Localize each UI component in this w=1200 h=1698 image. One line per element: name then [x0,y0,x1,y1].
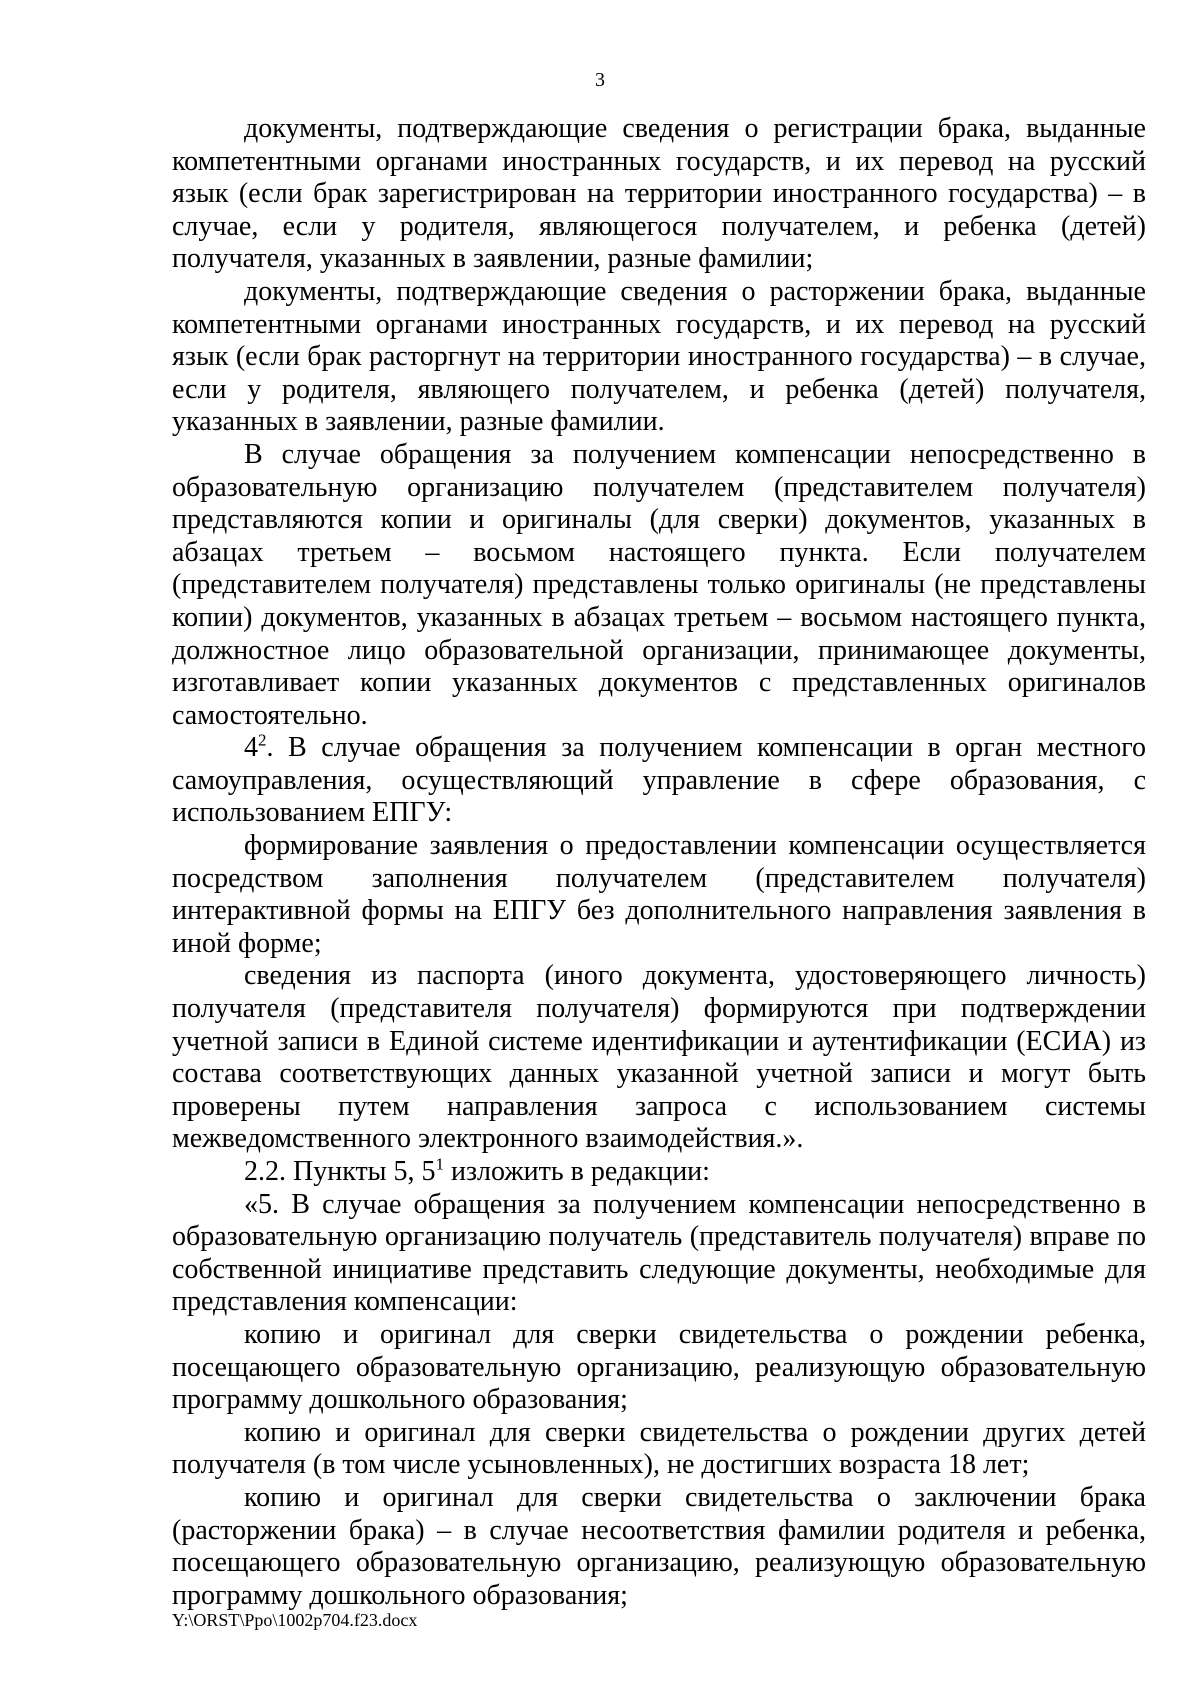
amendment-superscript: 1 [435,1154,444,1174]
amendment-lead: 2.2. Пункты 5, 5 [244,1156,436,1187]
paragraph-marriage-certificate: копию и оригинал для сверки свидетельства о заключении брака (расторжении брака) – в случае несоответствия фамилии родителя и ребенка, посещающего образовательную организацию, реализующую образовательную программу дошкольного образования; [172,1481,1146,1611]
paragraph-amendment-2-2 [172,1156,1146,1189]
page-number: 3 [595,69,605,91]
amendment-text: изложить в редакции: [444,1156,710,1187]
paragraph-birth-certificate-other-children: копию и оригинал для сверки свидетельства о рождении других детей получателя (в том числе усыновленных), не достигших возраста 18 лет; [172,1416,1146,1481]
clause-text: . В случае обращения за получением компенсации в орган местного самоуправления, осуществляющий управление в сфере образования, с использованием ЕПГУ: [172,732,1146,829]
paragraph-birth-certificate-child: копию и оригинал для сверки свидетельства о рождении ребенка, посещающего образовательную организацию, реализующую образовательную программу дошкольного образования; [172,1318,1146,1416]
document-body [172,113,1146,1612]
paragraph-marriage-registration-documents: документы, подтверждающие сведения о регистрации брака, выданные компетентными органами иностранных государств, и их перевод на русский язык (если брак зарегистрирован на территории иностранного государства) – в случае, если у родителя, являющегося получателем, и ребенка (детей) получателя, указанных в заявлении, разные фамилии; [172,113,1146,275]
paragraph-interactive-form: формирование заявления о предоставлении компенсации осуществляется посредством заполнения получателем (представителем получателя) интерактивной формы на ЕПГУ без дополнительного направления заявления в иной форме; [172,830,1146,959]
paragraph-clause-4-2 [172,732,1146,830]
paragraph-divorce-documents: документы, подтверждающие сведения о расторжении брака, выданные компетентными органами иностранных государств, и их перевод на русский язык (если брак расторгнут на территории иностранного государства) – в случае, если у родителя, являющего получателем, и ребенка (детей) получателя, указанных в заявлении, разные фамилии. [172,275,1146,438]
paragraph-clause-5: «5. В случае обращения за получением компенсации непосредственно в образовательную организацию получатель (представитель получателя) вправе по собственной инициативе представить следующие документы, необходимые для представления компенсации: [172,1188,1146,1318]
clause-superscript: 2 [258,730,267,750]
clause-number: 4 [244,732,258,764]
paragraph-direct-application-copies: В случае обращения за получением компенсации непосредственно в образовательную организацию получателем (представителем получателя) представляются копии и оригиналы (для сверки) документов, указанных в абзацах третьем – восьмом настоящего пункта. Если получателем (представителем получателя) представлены только оригиналы (не представлены копии) документов, указанных в абзацах третьем – восьмом настоящего пункта, должностное лицо образовательной организации, принимающее документы, изготавливает копии указанных документов с представленных оригиналов самостоятельно. [172,438,1146,731]
paragraph-passport-data-esia: сведения из паспорта (иного документа, удостоверяющего личность) получателя (представителя получателя) формируются при подтверждении учетной записи в Единой системе идентификации и аутентификации (ЕСИА) из состава соответствующих данных указанной учетной записи и могут быть проверены путем направления запроса с использованием системы межведомственного электронного взаимодействия.». [172,960,1146,1155]
footer-file-path: Y:\ORST\Ppo\1002p704.f23.docx [172,1610,418,1630]
